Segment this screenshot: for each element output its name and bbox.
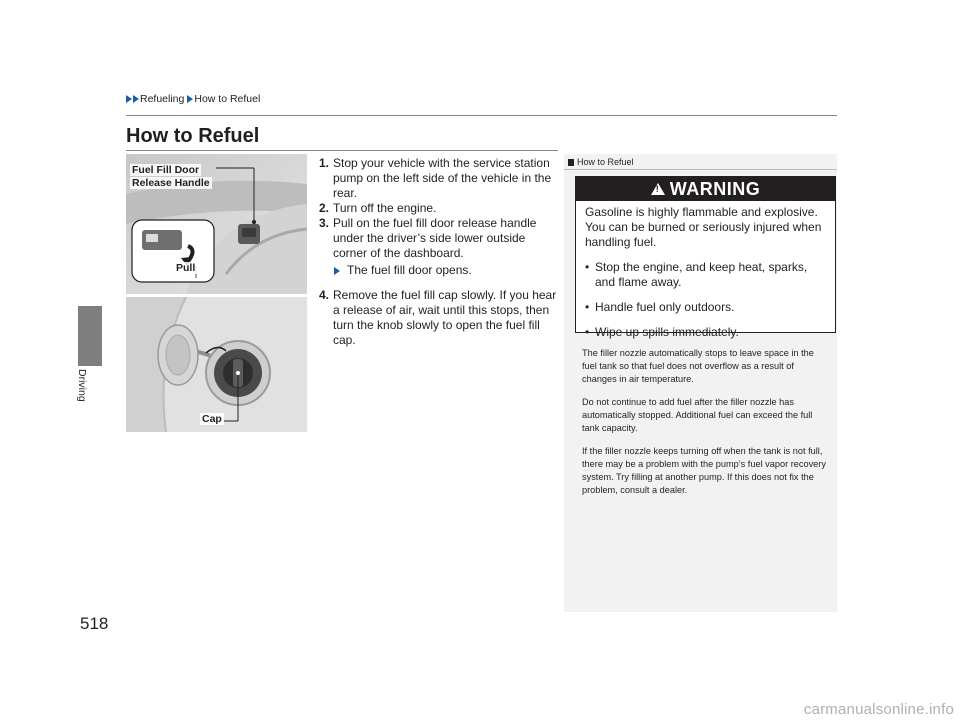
step-text: Stop your vehicle with the service station pump on the left side of the vehicle in the rear. — [333, 156, 552, 200]
refuel-steps — [319, 156, 559, 348]
note-paragraph: The filler nozzle automatically stops to leave space in the fuel tank so that fuel does not overflow as a result of changes in air temperature. — [582, 348, 814, 384]
step-text: Pull on the fuel fill door release handle under the driver’s side lower outside corner of the dashboard. — [333, 216, 537, 260]
step-4 — [319, 288, 559, 348]
step-number: 1. — [319, 156, 330, 170]
step-number: 4. — [319, 288, 330, 302]
step-number: 2. — [319, 201, 330, 215]
note-paragraphs — [582, 347, 829, 507]
fuel-door-release-figure — [126, 154, 307, 294]
warning-bullet: • Stop the engine, and keep heat, sparks, and flame away. — [585, 260, 830, 290]
header-divider — [126, 115, 837, 116]
note-marker-icon — [568, 159, 574, 166]
warning-label: WARNING — [669, 178, 761, 199]
breadcrumb-arrow-icon — [187, 95, 193, 103]
step-text: Remove the fuel fill cap slowly. If you hear a release of air, wait until this stops, then turn the knob slowly to open the fuel fill cap. — [333, 288, 557, 347]
warning-bullet: • Wipe up spills immediately. — [585, 325, 830, 340]
note-title — [568, 157, 634, 167]
fuel-fill-door-release-handle-label-line1: Fuel Fill Door — [132, 164, 200, 176]
note-paragraph: Do not continue to add fuel after the filler nozzle has automatically stopped. Additional fuel can exceed the full tank capacity. — [582, 397, 813, 433]
watermark: carmanualsonline.info — [803, 701, 954, 718]
warning-triangle-icon — [651, 183, 665, 195]
warning-header — [576, 177, 835, 201]
breadcrumb-item-refueling[interactable]: Refueling — [140, 93, 185, 105]
step-2 — [319, 201, 559, 216]
section-tab-marker — [78, 306, 102, 366]
step-text: Turn off the engine. — [333, 201, 437, 215]
cap-label: Cap — [202, 413, 222, 425]
step-1 — [319, 156, 559, 201]
fuel-cap-figure — [126, 297, 307, 432]
note-divider — [564, 169, 837, 170]
page-number: 518 — [80, 614, 109, 633]
breadcrumb-item-how-to-refuel[interactable]: How to Refuel — [194, 93, 261, 105]
note-title-text: How to Refuel — [577, 157, 634, 167]
warning-intro: Gasoline is highly flammable and explosive. You can be burned or seriously injured when handling fuel. — [585, 205, 822, 249]
fuel-cap-illustration — [126, 297, 307, 432]
title-divider — [126, 150, 558, 151]
pull-label: Pull — [176, 262, 196, 274]
section-tab-label: Driving — [76, 369, 88, 402]
warning-body — [585, 205, 830, 350]
result-arrow-icon — [334, 267, 340, 275]
fuel-fill-door-release-handle-label-line2: Release Handle — [132, 177, 210, 189]
step-number: 3. — [319, 216, 330, 230]
breadcrumb-arrow-icon — [126, 95, 132, 103]
page-title: How to Refuel — [126, 125, 260, 147]
breadcrumb — [126, 93, 263, 105]
warning-bullet: • Handle fuel only outdoors. — [585, 300, 830, 315]
step-3 — [319, 216, 559, 261]
step-3-result — [319, 263, 559, 278]
step-result-text: The fuel fill door opens. — [347, 263, 472, 277]
breadcrumb-arrow-icon — [133, 95, 139, 103]
note-paragraph: If the filler nozzle keeps turning off when the tank is not full, there may be a problem with the pump’s fuel vapor recovery system. Try filling at another pump. If this does not fix the problem, consult a dealer. — [582, 446, 826, 495]
warning-box — [575, 176, 836, 339]
